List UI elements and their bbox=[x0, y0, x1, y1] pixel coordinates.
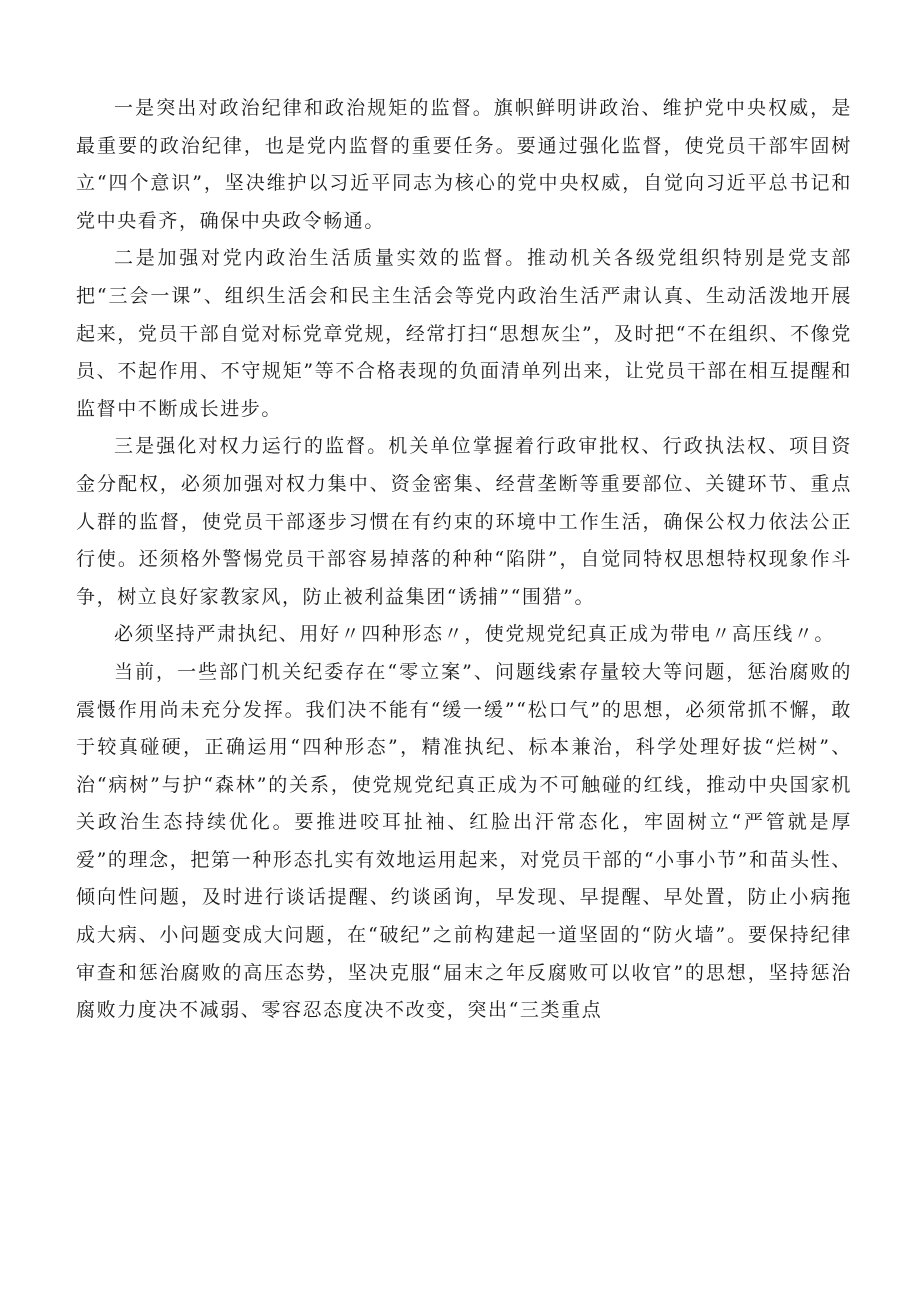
paragraph-current-situation: 当前，一些部门机关纪委存在“零立案”、问题线索存量较大等问题，惩治腐败的震慑作用尚未充分发挥。我们决不能有“缓一缓”“松口气”的思想，必须常抓不懈，敢于较真碰硬，正确运用“四种形态”，精准执纪、标本兼治，科学处理好拔“烂树”、治“病树”与护“森林”的关系，使党规党纪真正成为不可触碰的红线，推动中央国家机关政治生态持续优化。要推进咬耳扯袖、红脸出汗常态化，牢固树立“严管就是厚爱”的理念，把第一种形态扎实有效地运用起来，对党员干部的“小事小节”和苗头性、倾向性问题，及时进行谈话提醒、约谈函询，早发现、早提醒、早处置，防止小病拖成大病、小问题变成大问题，在“破纪”之前构建起一道坚固的“防火墙”。要保持纪律审查和惩治腐败的高压态势，坚决克服“届末之年反腐败可以收官”的思想，坚持惩治腐败力度决不减弱、零容忍态度决不改变，突出“三类重点 bbox=[76, 660, 852, 1022]
paragraph-four-forms: 必须坚持严肃执纪、用好〃四种形态〃，使党规党纪真正成为带电〃高压线〃。 bbox=[114, 623, 836, 646]
paragraph-political-life: 二是加强对党内政治生活质量实效的监督。推动机关各级党组织特别是党支部把“三会一课”、组织生活会和民主生活会等党内政治生活严肃认真、生动活泼地开展起来，党员干部自觉对标党章党规，经常打扫“思想灰尘”，及时把“不在组织、不像党员、不起作用、不守规矩”等不合格表现的负面清单列出来，让党员干部在相互提醒和监督中不断成长进步。 bbox=[76, 247, 852, 420]
document-body bbox=[76, 90, 852, 1030]
paragraph-power-operation: 三是强化对权力运行的监督。机关单位掌握着行政审批权、行政执法权、项目资金分配权，必须加强对权力集中、资金密集、经营垄断等重要部位、关键环节、重点人群的监督，使党员干部逐步习惯在有约束的环境中工作生活，确保公权力依法公正行使。还须格外警惕党员干部容易掉落的种种“陷阱”，自觉同特权思想特权现象作斗争，树立良好家教家风，防止被利益集团“诱捕”“围猎”。 bbox=[76, 435, 852, 608]
paragraph-political-discipline: 一是突出对政治纪律和政治规矩的监督。旗帜鲜明讲政治、维护党中央权威，是最重要的政治纪律，也是党内监督的重要任务。要通过强化监督，使党员干部牢固树立“四个意识”，坚决维护以习近平同志为核心的党中央权威，自觉向习近平总书记和党中央看齐，确保中央政令畅通。 bbox=[76, 97, 852, 232]
